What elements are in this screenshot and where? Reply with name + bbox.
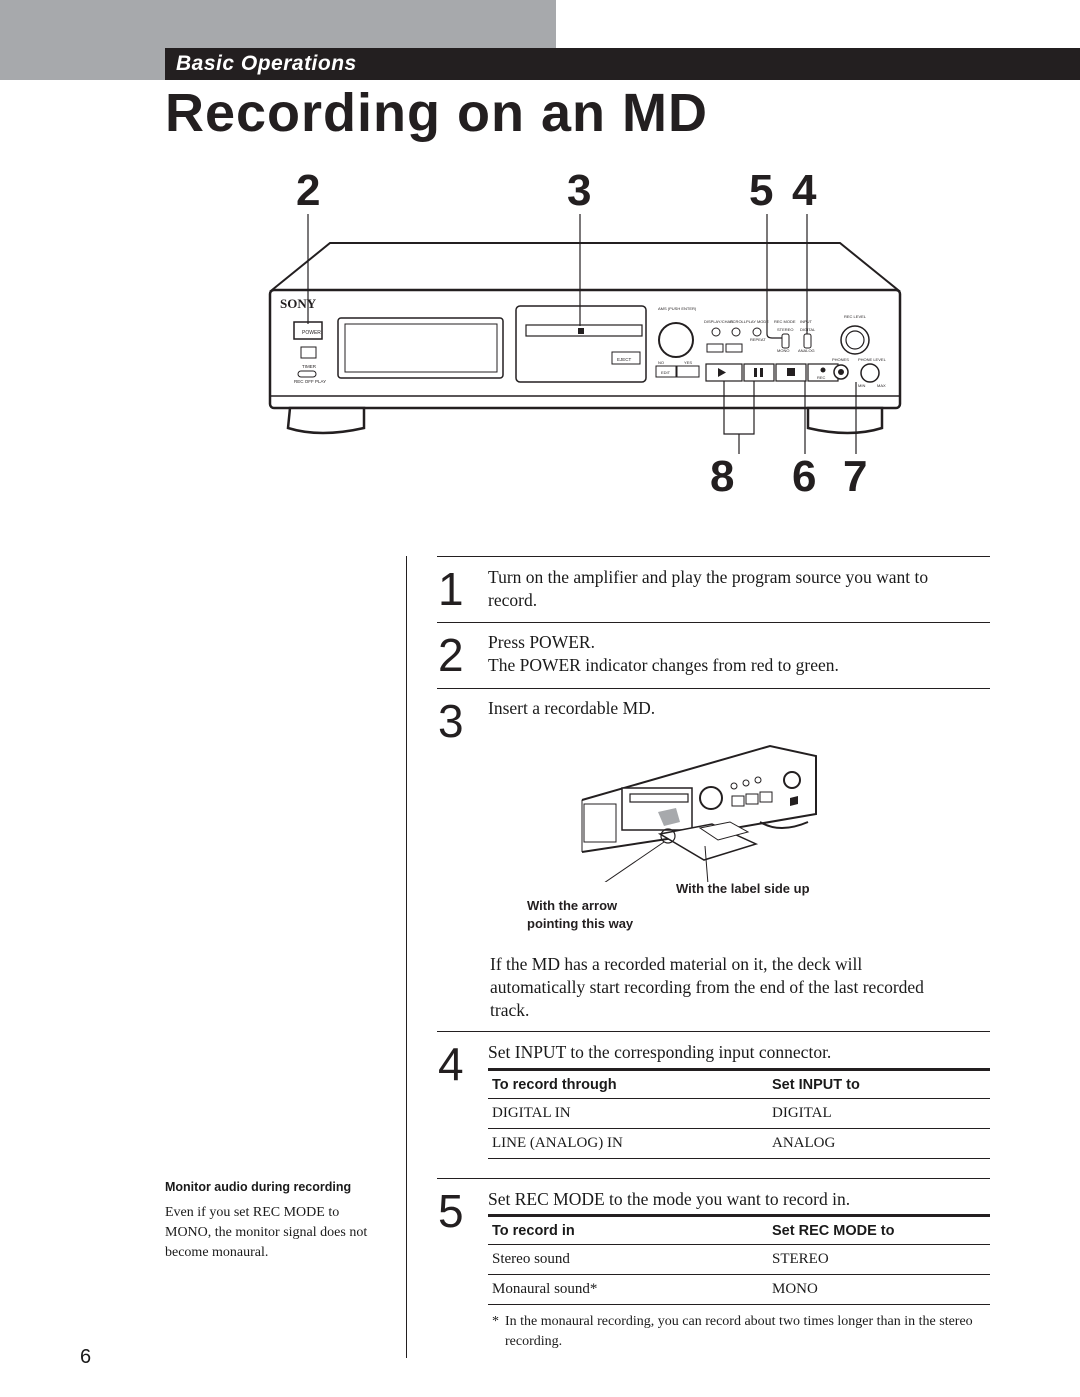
timer-label: TIMER [302, 364, 316, 369]
table-row [488, 1275, 990, 1305]
table-cell: DIGITAL [768, 1099, 990, 1129]
callout-3: 3 [567, 166, 592, 215]
step-1-line-1: Turn on the amplifier and play the program source you want to [488, 567, 929, 587]
scroll-label: SCROLL [730, 319, 747, 324]
footnote-text: In the monaural recording, you can record about two times longer than in the stereo recording. [505, 1314, 973, 1349]
md-deck-illustration [260, 210, 910, 470]
input-table-header-1: To record through [488, 1070, 768, 1099]
eject-label: EJECT [617, 357, 632, 362]
input-table-header-2: Set INPUT to [768, 1070, 990, 1099]
step-rule-1 [437, 556, 990, 557]
step-number-5: 5 [438, 1185, 464, 1237]
input-switch[interactable] [804, 334, 811, 348]
input-label: INPUT [800, 319, 812, 324]
step-2-line-1: Press POWER. [488, 632, 595, 652]
section-bar-gray [0, 48, 165, 80]
rec-level-label: REC LEVEL [844, 314, 867, 319]
callout-6: 6 [792, 452, 817, 501]
step-4-line-1: Set INPUT to the corresponding input connector. [488, 1042, 832, 1062]
step-3-note-line-3: track. [490, 1000, 530, 1020]
step-3-note-line-1: If the MD has a recorded material on it, the deck will [490, 954, 863, 974]
step-rule-4 [437, 1031, 990, 1032]
no-label: NO [658, 360, 664, 365]
step-number-3: 3 [438, 695, 464, 747]
caption-label-side: With the label side up [676, 881, 810, 896]
step-number-2: 2 [438, 629, 464, 681]
step-3-line-1: Insert a recordable MD. [488, 698, 656, 718]
brand-logo: SONY [280, 296, 317, 311]
analog-label: ANALOG [798, 348, 815, 353]
rec-mode-table-header-1: To record in [488, 1216, 768, 1245]
scroll-button[interactable] [732, 328, 740, 336]
caption-arrow-line-1: With the arrow [527, 898, 618, 913]
caption-arrow-line-2: pointing this way [527, 916, 634, 931]
table-row [488, 1129, 990, 1159]
stereo-label: STEREO [777, 327, 794, 332]
callout-8: 8 [710, 452, 735, 501]
column-divider [406, 556, 407, 1358]
rec-mode-table-header-2: Set REC MODE to [768, 1216, 990, 1245]
table-cell: MONO [768, 1275, 990, 1305]
step-rule-3 [437, 688, 990, 689]
fast-forward-button[interactable] [726, 344, 742, 352]
power-label: POWER [302, 330, 321, 336]
step-3-note-line-2: automatically start recording from the end of the last recorded [490, 977, 924, 997]
table-cell: ANALOG [768, 1129, 990, 1159]
callout-5: 5 [749, 166, 774, 215]
rec-mode-switch[interactable] [782, 334, 789, 348]
play-mode-label: PLAY MODE [746, 319, 769, 324]
footnote-mark: * [492, 1314, 499, 1329]
callout-7: 7 [843, 452, 868, 501]
display-button[interactable] [712, 328, 720, 336]
step-rule-2 [437, 622, 990, 623]
step-rule-5 [437, 1178, 990, 1179]
display-char-label: DISPLAY/CHAR [704, 319, 734, 324]
table-row [488, 1099, 990, 1129]
section-label: Basic Operations [176, 52, 357, 75]
step-number-4: 4 [438, 1038, 464, 1090]
table-cell: Stereo sound [488, 1245, 768, 1275]
min-label: MIN [858, 383, 866, 388]
header-gray-block [0, 0, 556, 48]
callout-2: 2 [296, 166, 321, 215]
step-number-1: 1 [438, 563, 464, 615]
ams-label: AMS (PUSH ENTER) [658, 306, 697, 311]
ams-knob[interactable] [659, 323, 693, 357]
insert-md-illustration [580, 742, 820, 882]
mono-label: MONO [777, 348, 790, 353]
table-cell: LINE (ANALOG) IN [488, 1129, 768, 1159]
callout-4: 4 [792, 166, 817, 215]
table-cell: STEREO [768, 1245, 990, 1275]
table-cell: DIGITAL IN [488, 1099, 768, 1129]
edit-label: EDIT [661, 370, 671, 375]
max-label: MAX [877, 383, 886, 388]
input-table [488, 1068, 990, 1159]
rec-mode-table [488, 1214, 990, 1305]
step-2-line-2: The POWER indicator changes from red to green. [488, 655, 839, 675]
pause-button[interactable] [744, 364, 774, 381]
table-row [488, 1245, 990, 1275]
table-cell: Monaural sound* [488, 1275, 768, 1305]
digital-label: DIGITAL [800, 327, 816, 332]
timer-switch[interactable] [298, 371, 316, 377]
timer-mode-label: REC OFF PLAY [294, 379, 327, 384]
play-mode-button[interactable] [753, 328, 761, 336]
rec-mode-label: REC MODE [774, 319, 796, 324]
header-white-block [556, 0, 1080, 48]
page-title: Recording on an MD [165, 83, 708, 143]
phone-level-label: PHONE LEVEL [858, 357, 886, 362]
page-number: 6 [80, 1346, 92, 1368]
rec-label: REC [817, 375, 826, 380]
phones-label: PHONES [832, 357, 849, 362]
phone-level-knob[interactable] [861, 364, 879, 382]
sidebar-heading: Monitor audio during recording [165, 1180, 352, 1194]
rewind-button[interactable] [707, 344, 723, 352]
repeat-label: REPEAT [750, 337, 766, 342]
step-5-line-1: Set REC MODE to the mode you want to record in. [488, 1189, 851, 1209]
yes-label: YES [684, 360, 693, 365]
step-1-line-2: record. [488, 590, 538, 610]
sidebar-text: Even if you set REC MODE to MONO, the monitor signal does not become monaural. [165, 1205, 368, 1260]
